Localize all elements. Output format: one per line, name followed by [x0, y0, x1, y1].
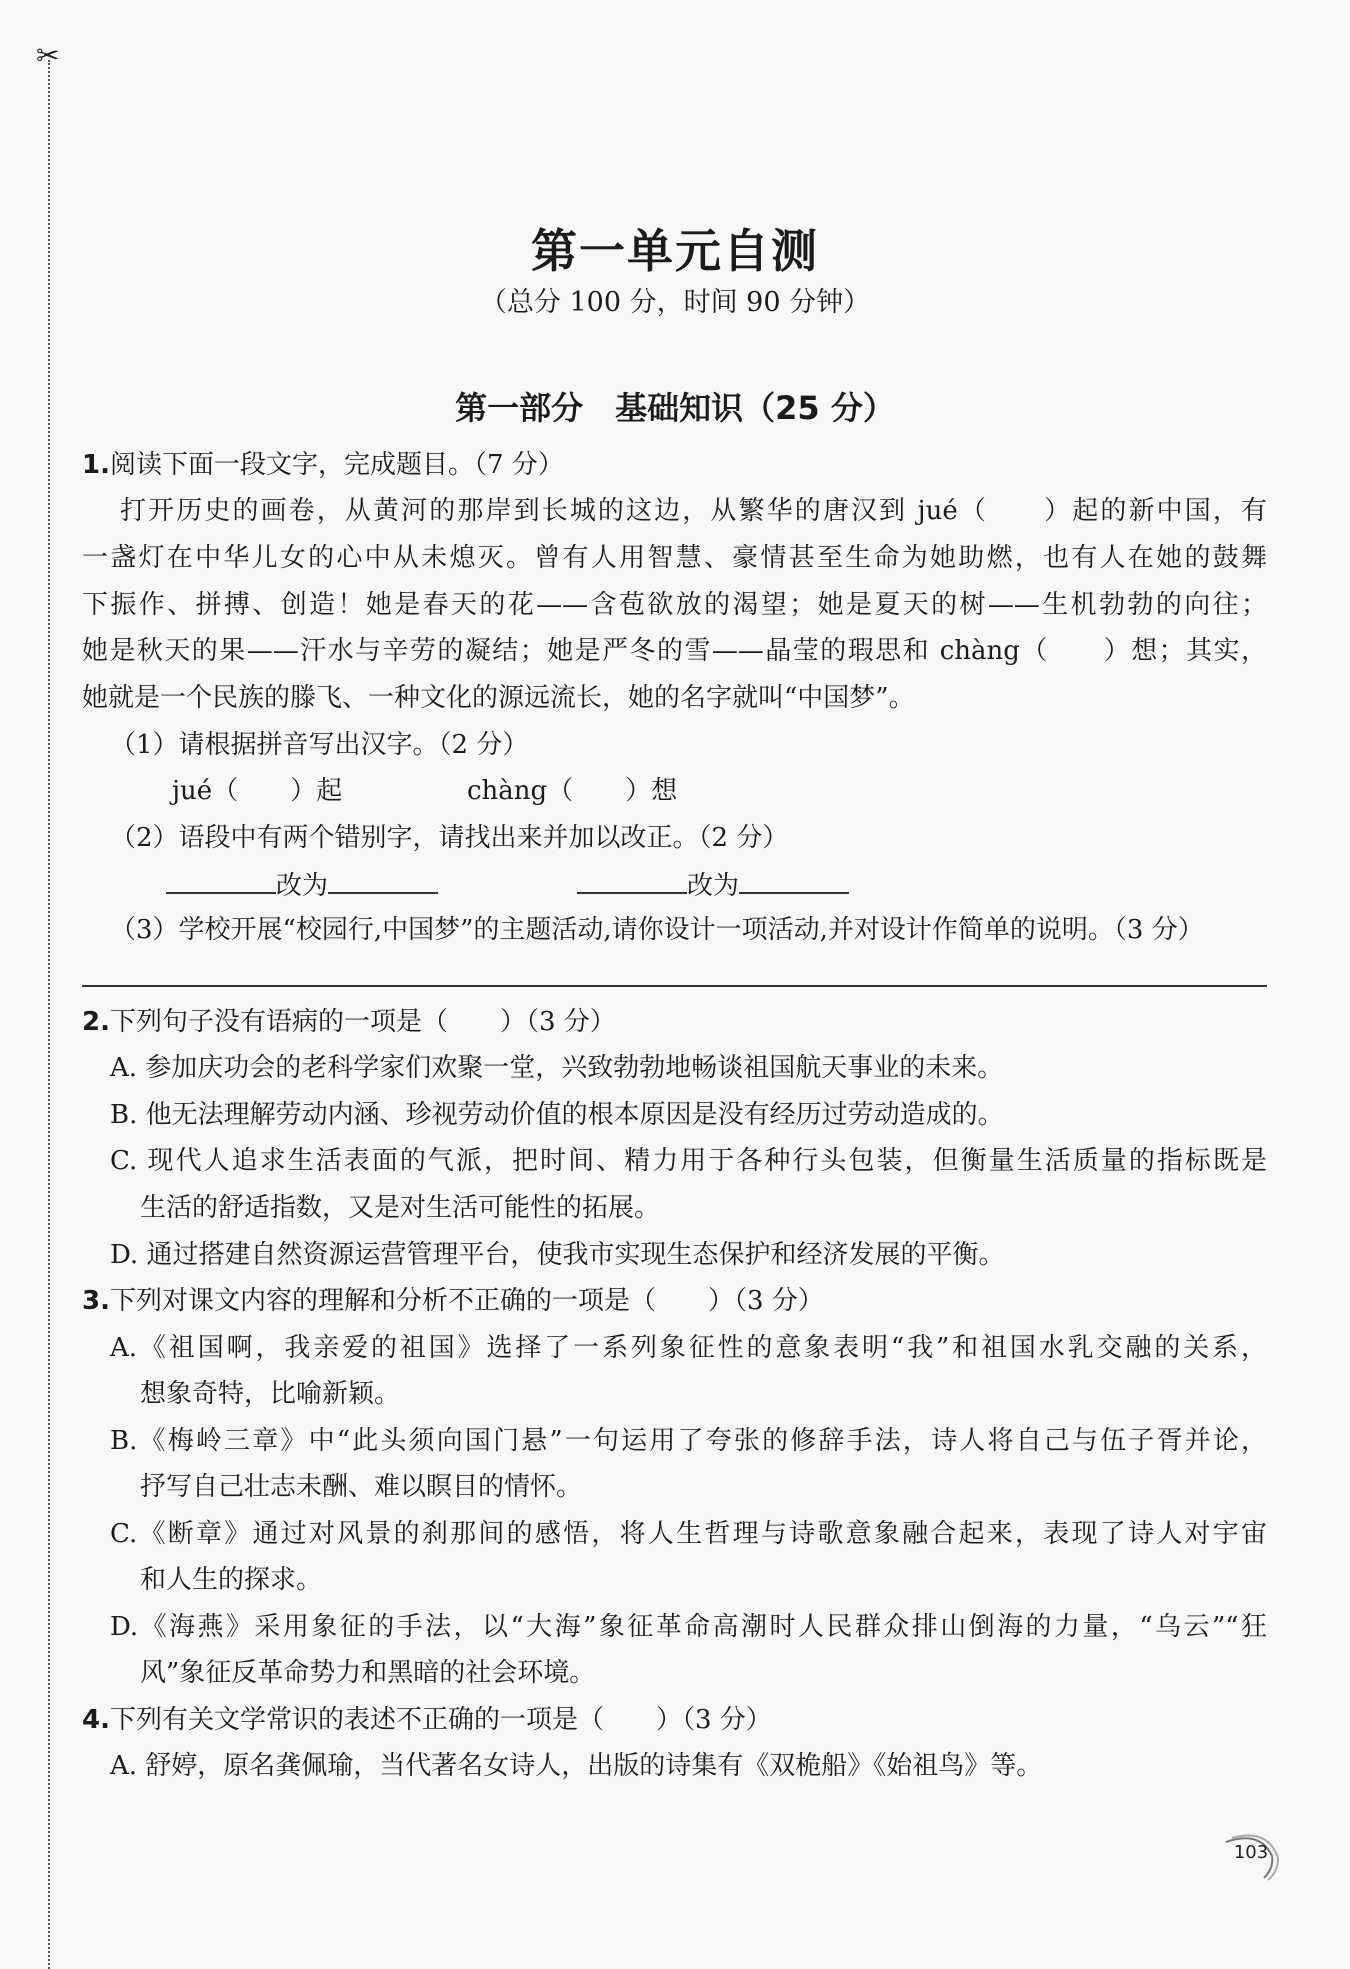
option-d: D.《海燕》采用象征的手法，以“大海”象征革命高潮时人民群众排山倒海的力量，“乌云”“狂 — [110, 1612, 1267, 1642]
option-a: A. 参加庆功会的老科学家们欢聚一堂，兴致勃勃地畅谈祖国航天事业的未来。 — [110, 1053, 1004, 1083]
answer-blank[interactable] — [166, 866, 276, 894]
question-stem: 下列对课文内容的理解和分析不正确的一项是（ ）（3 分） — [109, 1286, 824, 1316]
passage-line: 打开历史的画卷，从黄河的那岸到长城的这边，从繁华的唐汉到 jué（ ）起的新中国，有 — [120, 496, 1267, 526]
question-stem: 阅读下面一段文字，完成题目。（7 分） — [109, 450, 564, 480]
question-number: 1. — [82, 450, 110, 480]
option-d: D. 通过搭建自然资源运营管理平台，使我市实现生态保护和经济发展的平衡。 — [110, 1240, 1005, 1270]
passage-line: 她是秋天的果——汗水与辛劳的凝结；她是严冬的雪——晶莹的瑕思和 chàng（ ）想；其实， — [82, 636, 1267, 666]
option-b-cont: 抒写自己壮志未酬、难以瞑目的情怀。 — [140, 1472, 583, 1502]
question-number: 3. — [82, 1286, 110, 1316]
question-stem: 下列有关文学常识的表述不正确的一项是（ ）（3 分） — [109, 1705, 772, 1735]
sub-question-3: （3）学校开展“校园行,中国梦”的主题活动,请你设计一项活动,并对设计作简单的说明。（3 分） — [110, 915, 1204, 945]
score-time-note: （总分 100 分，时间 90 分钟） — [479, 287, 871, 318]
answer-blank[interactable] — [739, 866, 849, 894]
pinyin-answer-jue[interactable]: jué（ ）起 — [172, 776, 343, 806]
option-b: B.《梅岭三章》中“此头须向国门悬”一句运用了夸张的修辞手法，诗人将自己与伍子胥并论， — [110, 1426, 1267, 1456]
option-d-cont: 风”象征反革命势力和黑暗的社会环境。 — [140, 1658, 596, 1688]
sub-question-1: （1）请根据拼音写出汉字。（2 分） — [110, 730, 529, 760]
scissors-icon: ✂ — [36, 39, 60, 72]
cut-line — [48, 60, 50, 1969]
passage-line: 她就是一个民族的滕飞、一种文化的源远流长，她的名字就叫“中国梦”。 — [82, 683, 915, 713]
question-2 — [82, 1005, 616, 1039]
answer-blank[interactable] — [328, 866, 438, 894]
correction-2 — [577, 866, 849, 903]
change-label: 改为 — [276, 871, 329, 901]
option-c-cont: 生活的舒适指数，又是对生活可能性的拓展。 — [140, 1193, 661, 1223]
pinyin-answer-chang[interactable]: chàng（ ）想 — [467, 776, 678, 806]
correction-1 — [166, 866, 438, 903]
section-heading: 第一部分 基础知识（25 分） — [455, 389, 895, 427]
question-number: 4. — [82, 1705, 110, 1735]
option-a-cont: 想象奇特，比喻新颖。 — [140, 1379, 401, 1409]
answer-line[interactable] — [82, 985, 1267, 987]
answer-blank[interactable] — [577, 866, 687, 894]
page-title: 第一单元自测 — [531, 224, 819, 278]
passage-line: 下振作、拼搏、创造！她是春天的花——含苞欲放的渴望；她是夏天的树——生机勃勃的向往； — [82, 590, 1267, 620]
option-a: A. 舒婷，原名龚佩瑜，当代著名女诗人，出版的诗集有《双桅船》《始祖鸟》等。 — [110, 1751, 1043, 1781]
page-number: 103 — [1233, 1842, 1269, 1863]
option-b: B. 他无法理解劳动内涵、珍视劳动价值的根本原因是没有经历过劳动造成的。 — [110, 1100, 1004, 1130]
question-1 — [82, 448, 564, 482]
option-a: A.《祖国啊，我亲爱的祖国》选择了一系列象征性的意象表明“我”和祖国水乳交融的关系， — [110, 1333, 1267, 1363]
page-number-badge — [1220, 1832, 1278, 1878]
change-label: 改为 — [687, 871, 740, 901]
question-3 — [82, 1284, 824, 1318]
option-c: C. 现代人追求生活表面的气派，把时间、精力用于各种行头包装，但衡量生活质量的指标既是 — [110, 1146, 1267, 1176]
question-number: 2. — [82, 1007, 110, 1037]
passage-line: 一盏灯在中华儿女的心中从未熄灭。曾有人用智慧、豪情甚至生命为她助燃，也有人在她的鼓舞 — [82, 543, 1267, 573]
question-stem: 下列句子没有语病的一项是（ ）（3 分） — [109, 1007, 616, 1037]
question-4 — [82, 1703, 772, 1737]
option-c-cont: 和人生的探求。 — [140, 1565, 323, 1595]
option-c: C.《断章》通过对风景的刹那间的感悟，将人生哲理与诗歌意象融合起来，表现了诗人对宇宙 — [110, 1519, 1267, 1549]
sub-question-2: （2）语段中有两个错别字，请找出来并加以改正。（2 分） — [110, 823, 789, 853]
